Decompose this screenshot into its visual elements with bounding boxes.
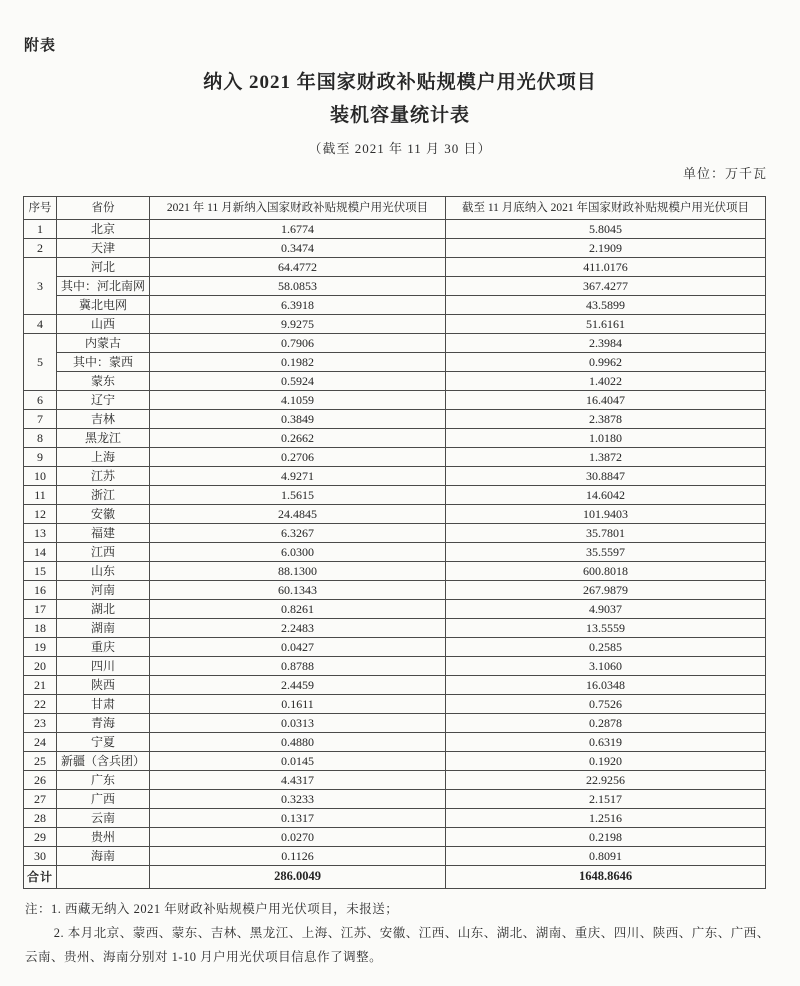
table-row — [24, 505, 766, 524]
table-row — [24, 562, 766, 581]
new-november-value-cell: 9.9275 — [150, 315, 446, 334]
table-row — [24, 448, 766, 467]
cumulative-value-cell: 3.1060 — [446, 657, 766, 676]
cumulative-value-cell: 43.5899 — [446, 296, 766, 315]
table-row — [24, 828, 766, 847]
row-index-cell: 6 — [24, 391, 57, 410]
new-november-value-cell: 1.6774 — [150, 220, 446, 239]
cumulative-value-cell: 35.5597 — [446, 543, 766, 562]
document-subtitle-date: （截至 2021 年 11 月 30 日） — [308, 141, 492, 156]
new-november-value-cell: 0.3474 — [150, 239, 446, 258]
table-row — [24, 695, 766, 714]
province-cell: 青海 — [57, 714, 150, 733]
row-index-cell: 8 — [24, 429, 57, 448]
table-row — [24, 790, 766, 809]
table-row — [24, 524, 766, 543]
province-cell: 辽宁 — [57, 391, 150, 410]
row-index-cell: 27 — [24, 790, 57, 809]
new-november-value-cell: 0.1126 — [150, 847, 446, 866]
table-row — [24, 733, 766, 752]
province-cell: 山东 — [57, 562, 150, 581]
table-row — [24, 391, 766, 410]
table-row — [24, 277, 766, 296]
table-row — [24, 353, 766, 372]
new-november-value-cell: 24.4845 — [150, 505, 446, 524]
row-index-cell: 14 — [24, 543, 57, 562]
cumulative-value-cell: 411.0176 — [446, 258, 766, 277]
province-cell: 江苏 — [57, 467, 150, 486]
province-cell: 天津 — [57, 239, 150, 258]
col-header-cumulative: 截至 11 月底纳入 2021 年国家财政补贴规模户用光伏项目 — [446, 197, 766, 220]
new-november-value-cell: 0.8261 — [150, 600, 446, 619]
row-index-cell: 24 — [24, 733, 57, 752]
table-row — [24, 657, 766, 676]
table-row — [24, 676, 766, 695]
row-index-cell: 9 — [24, 448, 57, 467]
province-cell: 上海 — [57, 448, 150, 467]
new-november-value-cell: 2.4459 — [150, 676, 446, 695]
total-cumulative-cell: 1648.8646 — [446, 866, 766, 889]
table-row — [24, 372, 766, 391]
row-index-cell: 3 — [24, 258, 57, 315]
cumulative-value-cell: 0.9962 — [446, 353, 766, 372]
province-cell: 蒙东 — [57, 372, 150, 391]
cumulative-value-cell: 2.1517 — [446, 790, 766, 809]
new-november-value-cell: 4.9271 — [150, 467, 446, 486]
new-november-value-cell: 2.2483 — [150, 619, 446, 638]
new-november-value-cell: 88.1300 — [150, 562, 446, 581]
new-november-value-cell: 4.1059 — [150, 391, 446, 410]
province-cell: 福建 — [57, 524, 150, 543]
new-november-value-cell: 58.0853 — [150, 277, 446, 296]
table-row — [24, 220, 766, 239]
capacity-table-body — [24, 220, 766, 889]
table-row — [24, 581, 766, 600]
table-row — [24, 809, 766, 828]
row-index-cell: 16 — [24, 581, 57, 600]
row-index-cell: 22 — [24, 695, 57, 714]
new-november-value-cell: 64.4772 — [150, 258, 446, 277]
province-cell: 云南 — [57, 809, 150, 828]
row-index-cell: 1 — [24, 220, 57, 239]
province-cell: 新疆（含兵团） — [57, 752, 150, 771]
table-row — [24, 600, 766, 619]
new-november-value-cell: 0.0270 — [150, 828, 446, 847]
province-cell: 陕西 — [57, 676, 150, 695]
province-cell: 河南 — [57, 581, 150, 600]
new-november-value-cell: 0.7906 — [150, 334, 446, 353]
province-cell: 湖北 — [57, 600, 150, 619]
cumulative-value-cell: 2.3878 — [446, 410, 766, 429]
row-index-cell: 7 — [24, 410, 57, 429]
province-cell: 海南 — [57, 847, 150, 866]
new-november-value-cell: 6.3918 — [150, 296, 446, 315]
cumulative-value-cell: 0.2878 — [446, 714, 766, 733]
new-november-value-cell: 0.4880 — [150, 733, 446, 752]
province-cell: 江西 — [57, 543, 150, 562]
cumulative-value-cell: 1.3872 — [446, 448, 766, 467]
table-row — [24, 486, 766, 505]
row-index-cell: 26 — [24, 771, 57, 790]
province-cell: 内蒙古 — [57, 334, 150, 353]
new-november-value-cell: 4.4317 — [150, 771, 446, 790]
cumulative-value-cell: 2.3984 — [446, 334, 766, 353]
row-index-cell: 30 — [24, 847, 57, 866]
table-row — [24, 847, 766, 866]
new-november-value-cell: 6.0300 — [150, 543, 446, 562]
row-index-cell: 2 — [24, 239, 57, 258]
col-header-new-november: 2021 年 11 月新纳入国家财政补贴规模户用光伏项目 — [150, 197, 446, 220]
table-total-row — [24, 866, 766, 889]
cumulative-value-cell: 600.8018 — [446, 562, 766, 581]
province-cell: 吉林 — [57, 410, 150, 429]
row-index-cell: 19 — [24, 638, 57, 657]
table-row — [24, 429, 766, 448]
row-index-cell: 23 — [24, 714, 57, 733]
cumulative-value-cell: 35.7801 — [446, 524, 766, 543]
cumulative-value-cell: 0.2585 — [446, 638, 766, 657]
new-november-value-cell: 0.1611 — [150, 695, 446, 714]
cumulative-value-cell: 267.9879 — [446, 581, 766, 600]
footnotes — [25, 898, 775, 969]
table-row — [24, 543, 766, 562]
appendix-label: 附表 — [24, 38, 57, 54]
table-row — [24, 258, 766, 277]
row-index-cell: 11 — [24, 486, 57, 505]
row-index-cell: 4 — [24, 315, 57, 334]
new-november-value-cell: 0.5924 — [150, 372, 446, 391]
province-cell: 其中：蒙西 — [57, 353, 150, 372]
new-november-value-cell: 0.0427 — [150, 638, 446, 657]
total-label-cell: 合计 — [24, 866, 57, 889]
row-index-cell: 13 — [24, 524, 57, 543]
cumulative-value-cell: 2.1909 — [446, 239, 766, 258]
table-row — [24, 619, 766, 638]
cumulative-value-cell: 16.4047 — [446, 391, 766, 410]
row-index-cell: 21 — [24, 676, 57, 695]
cumulative-value-cell: 0.1920 — [446, 752, 766, 771]
cumulative-value-cell: 0.7526 — [446, 695, 766, 714]
new-november-value-cell: 0.2662 — [150, 429, 446, 448]
table-row — [24, 315, 766, 334]
row-index-cell: 17 — [24, 600, 57, 619]
new-november-value-cell: 60.1343 — [150, 581, 446, 600]
province-cell: 北京 — [57, 220, 150, 239]
cumulative-value-cell: 1.2516 — [446, 809, 766, 828]
capacity-table — [23, 196, 766, 889]
table-row — [24, 467, 766, 486]
province-cell: 山西 — [57, 315, 150, 334]
province-cell: 其中：河北南网 — [57, 277, 150, 296]
new-november-value-cell: 1.5615 — [150, 486, 446, 505]
row-index-cell: 15 — [24, 562, 57, 581]
province-cell: 安徽 — [57, 505, 150, 524]
cumulative-value-cell: 16.0348 — [446, 676, 766, 695]
province-cell: 浙江 — [57, 486, 150, 505]
capacity-table-container — [23, 196, 766, 889]
new-november-value-cell: 0.0145 — [150, 752, 446, 771]
row-index-cell: 25 — [24, 752, 57, 771]
province-cell: 贵州 — [57, 828, 150, 847]
table-row — [24, 410, 766, 429]
cumulative-value-cell: 367.4277 — [446, 277, 766, 296]
table-row — [24, 296, 766, 315]
row-index-cell: 5 — [24, 334, 57, 391]
table-row — [24, 714, 766, 733]
col-header-index: 序号 — [24, 197, 57, 220]
province-cell: 黑龙江 — [57, 429, 150, 448]
table-row — [24, 771, 766, 790]
table-row — [24, 334, 766, 353]
cumulative-value-cell: 13.5559 — [446, 619, 766, 638]
table-row — [24, 752, 766, 771]
province-cell: 宁夏 — [57, 733, 150, 752]
new-november-value-cell: 0.3233 — [150, 790, 446, 809]
col-header-province: 省份 — [57, 197, 150, 220]
row-index-cell: 18 — [24, 619, 57, 638]
document-title-line2: 装机容量统计表 — [329, 105, 470, 126]
cumulative-value-cell: 22.9256 — [446, 771, 766, 790]
province-cell: 广东 — [57, 771, 150, 790]
cumulative-value-cell: 0.8091 — [446, 847, 766, 866]
province-cell: 广西 — [57, 790, 150, 809]
cumulative-value-cell: 30.8847 — [446, 467, 766, 486]
cumulative-value-cell: 14.6042 — [446, 486, 766, 505]
unit-label: 单位：万千瓦 — [682, 166, 767, 181]
total-new-november-cell: 286.0049 — [150, 866, 446, 889]
table-row — [24, 638, 766, 657]
new-november-value-cell: 0.1317 — [150, 809, 446, 828]
new-november-value-cell: 6.3267 — [150, 524, 446, 543]
row-index-cell: 29 — [24, 828, 57, 847]
province-cell: 甘肃 — [57, 695, 150, 714]
new-november-value-cell: 0.0313 — [150, 714, 446, 733]
row-index-cell: 20 — [24, 657, 57, 676]
footnote-1: 注：1. 西藏无纳入 2021 年财政补贴规模户用光伏项目，未报送； — [25, 902, 399, 916]
cumulative-value-cell: 5.8045 — [446, 220, 766, 239]
new-november-value-cell: 0.3849 — [150, 410, 446, 429]
new-november-value-cell: 0.2706 — [150, 448, 446, 467]
cumulative-value-cell: 101.9403 — [446, 505, 766, 524]
new-november-value-cell: 0.1982 — [150, 353, 446, 372]
table-header-row — [24, 197, 766, 220]
province-cell: 冀北电网 — [57, 296, 150, 315]
document-title-line1: 纳入 2021 年国家财政补贴规模户用光伏项目 — [203, 72, 597, 93]
cumulative-value-cell: 0.6319 — [446, 733, 766, 752]
new-november-value-cell: 0.8788 — [150, 657, 446, 676]
province-cell: 四川 — [57, 657, 150, 676]
cumulative-value-cell: 4.9037 — [446, 600, 766, 619]
row-index-cell: 12 — [24, 505, 57, 524]
cumulative-value-cell: 1.4022 — [446, 372, 766, 391]
province-cell: 湖南 — [57, 619, 150, 638]
cumulative-value-cell: 1.0180 — [446, 429, 766, 448]
cumulative-value-cell: 0.2198 — [446, 828, 766, 847]
table-row — [24, 239, 766, 258]
row-index-cell: 28 — [24, 809, 57, 828]
cumulative-value-cell: 51.6161 — [446, 315, 766, 334]
province-cell: 河北 — [57, 258, 150, 277]
province-cell: 重庆 — [57, 638, 150, 657]
footnote-2: 2. 本月北京、蒙西、蒙东、吉林、黑龙江、上海、江苏、安徽、江西、山东、湖北、湖南、重庆、四川、陕西、广东、广西、云南、贵州、海南分别对 1-10 月户用光伏项目信息作了调整。 — [25, 925, 770, 964]
total-province-cell — [57, 866, 150, 889]
row-index-cell: 10 — [24, 467, 57, 486]
